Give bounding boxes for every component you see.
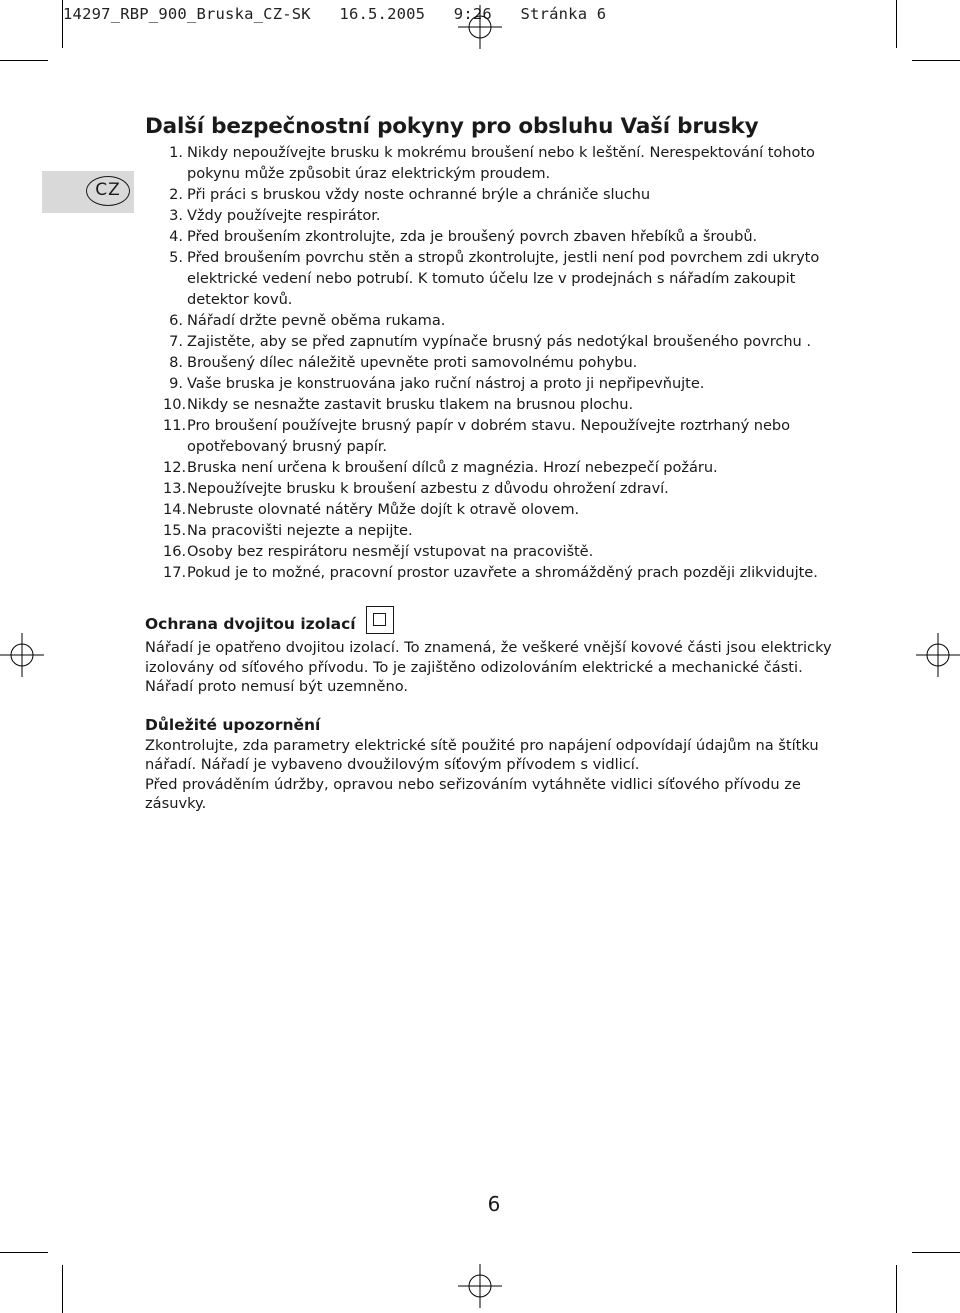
safety-item-text: Nikdy se nesnažte zastavit brusku tlakem na brusnou plochu. xyxy=(187,396,634,413)
safety-item-number: 10. xyxy=(163,396,187,413)
safety-item xyxy=(145,352,845,373)
double-insulation-text: Nářadí je opatřeno dvojitou izolací. To znamená, že veškeré vnější kovové části jsou elektricky izolovány od síťového přívodu. To je zajištěno odizolováním elektrické a mechanické části. Nářadí proto nemusí být uzemněno. xyxy=(145,639,832,695)
safety-item xyxy=(145,415,845,457)
safety-item-text: Nářadí držte pevně oběma rukama. xyxy=(187,312,446,329)
safety-item-text: Osoby bez respirátoru nesmějí vstupovat na pracoviště. xyxy=(187,543,594,560)
safety-item-number: 14. xyxy=(163,501,187,518)
page-content xyxy=(145,112,845,814)
safety-item-text: Pokud je to možné, pracovní prostor uzavřete a shromážděný prach později zlikvidujte. xyxy=(187,564,818,581)
safety-item-text: Zajistěte, aby se před zapnutím vypínače brusný pás nedotýkal broušeného povrchu . xyxy=(187,333,811,350)
safety-list xyxy=(145,142,845,583)
safety-item xyxy=(145,331,845,352)
double-insulation-heading xyxy=(145,610,845,638)
double-insulation-title: Ochrana dvojitou izolací xyxy=(145,615,356,633)
safety-item-number: 1. xyxy=(169,144,183,161)
safety-item-number: 16. xyxy=(163,543,187,560)
safety-item-number: 7. xyxy=(169,333,183,350)
safety-item xyxy=(145,226,845,247)
safety-item-number: 11. xyxy=(163,417,187,434)
safety-item xyxy=(145,457,845,478)
double-insulation-square-icon xyxy=(366,606,394,634)
safety-item-number: 12. xyxy=(163,459,187,476)
safety-item xyxy=(145,478,845,499)
safety-item xyxy=(145,520,845,541)
important-title: Důležité upozornění xyxy=(145,715,321,734)
registration-mark-left xyxy=(0,633,44,677)
safety-item-text: Nebruste olovnaté nátěry Může dojít k otravě olovem. xyxy=(187,501,580,518)
safety-item-number: 17. xyxy=(163,564,187,581)
safety-item xyxy=(145,499,845,520)
safety-item-text: Nepoužívejte brusku k broušení azbestu z důvodu ohrožení zdraví. xyxy=(187,480,669,497)
language-badge: CZ xyxy=(86,176,130,206)
safety-item-number: 5. xyxy=(169,249,183,266)
safety-item xyxy=(145,541,845,562)
safety-title: Další bezpečnostní pokyny pro obsluhu Vaší brusky xyxy=(145,114,759,139)
safety-item-text: Při práci s bruskou vždy noste ochranné brýle a chrániče sluchu xyxy=(187,186,651,203)
safety-item-number: 13. xyxy=(163,480,187,497)
safety-item xyxy=(145,562,845,583)
safety-item xyxy=(145,142,845,184)
safety-item xyxy=(145,205,845,226)
safety-item-text: Na pracovišti nejezte a nepijte. xyxy=(187,522,413,539)
safety-item-text: Bruska není určena k broušení dílců z magnézia. Hrozí nebezpečí požáru. xyxy=(187,459,718,476)
safety-item-text: Před broušením povrchu stěn a stropů zkontrolujte, jestli není pod povrchem zdi ukryto elektrické vedení nebo potrubí. K tomuto účelu lze v prodejnách s nářadím zakoupit detektor kovů. xyxy=(187,249,820,308)
registration-mark-top xyxy=(458,5,502,49)
safety-item xyxy=(145,247,845,310)
safety-item-text: Pro broušení používejte brusný papír v dobrém stavu. Nepoužívejte roztrhaný nebo opotřebovaný brusný papír. xyxy=(187,417,791,455)
safety-item-number: 8. xyxy=(169,354,183,371)
important-paragraph-1: Zkontrolujte, zda parametry elektrické sítě použité pro napájení odpovídají údajům na štítku nářadí. Nářadí je vybaveno dvoužilovým síťovým přívodem s vidlicí. xyxy=(145,736,819,773)
page-number: 6 xyxy=(487,1192,501,1216)
print-slug: 14297_RBP_900_Bruska_CZ-SK 16.5.2005 9:26 Stránka 6 xyxy=(63,5,607,23)
safety-item xyxy=(145,373,845,394)
safety-item-text: Před broušením zkontrolujte, zda je broušený povrch zbaven hřebíků a šroubů. xyxy=(187,228,758,245)
safety-item-number: 9. xyxy=(169,375,183,392)
safety-item-text: Nikdy nepoužívejte brusku k mokrému broušení nebo k leštění. Nerespektování tohoto pokynu může způsobit úraz elektrickým proudem. xyxy=(187,144,815,182)
safety-item-number: 6. xyxy=(169,312,183,329)
safety-item-number: 3. xyxy=(169,207,183,224)
important-paragraph-2: Před prováděním údržby, opravou nebo seřizováním vytáhněte vidlici síťového přívodu ze zásuvky. xyxy=(145,775,801,812)
safety-item xyxy=(145,310,845,331)
safety-item-text: Vaše bruska je konstruována jako ruční nástroj a proto ji nepřipevňujte. xyxy=(187,375,705,392)
registration-mark-right xyxy=(916,633,960,677)
safety-item-number: 4. xyxy=(169,228,183,245)
registration-mark-bottom xyxy=(458,1264,502,1308)
safety-item xyxy=(145,394,845,415)
safety-item xyxy=(145,184,845,205)
safety-item-text: Broušený dílec náležitě upevněte proti samovolnému pohybu. xyxy=(187,354,638,371)
safety-item-number: 15. xyxy=(163,522,187,539)
safety-item-number: 2. xyxy=(169,186,183,203)
safety-item-text: Vždy používejte respirátor. xyxy=(187,207,381,224)
